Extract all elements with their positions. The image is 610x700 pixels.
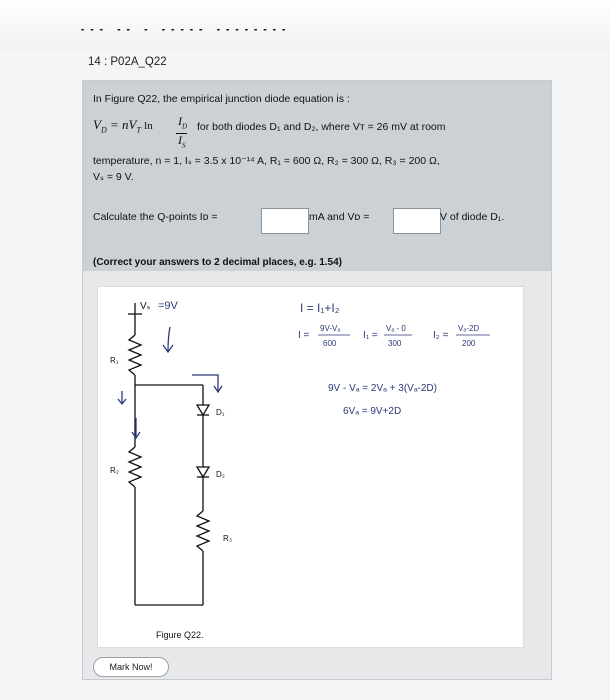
vd-answer-input[interactable]	[393, 208, 441, 234]
diode-equation: $V_D = nV_T$ ln	[93, 117, 153, 135]
hand-eq-simplified: 6Vₐ = 9V+2D	[343, 406, 402, 417]
calc-prefix: Calculate the Q-points Iᴅ =	[93, 211, 218, 223]
question-source-voltage: Vₛ = 9 V.	[93, 171, 134, 183]
d1-diode	[197, 405, 209, 415]
d2-label: D₂	[216, 470, 225, 479]
equation-numerator: $I_D$	[178, 114, 188, 131]
hand-eq-i1-lhs: I₁ =	[363, 330, 378, 341]
question-text-area	[83, 81, 551, 271]
question-panel	[82, 80, 552, 680]
question-parameters: temperature, n = 1, Iₛ = 3.5 x 10⁻¹⁴ A, R₁ = 600 Ω, R₂ = 300 Ω, R₃ = 200 Ω,	[93, 155, 440, 167]
mark-now-button[interactable]: Mark Now!	[93, 657, 169, 677]
hand-eq-total-current: I = I₁+I₂	[300, 301, 340, 315]
question-conditions: for both diodes D₁ and D₂, where Vᴛ = 26 mV at room	[197, 121, 446, 133]
r3-label: R₃	[223, 534, 233, 543]
hand-eq-kcl: 9V - Vₐ = 2Vₐ + 3(Vₐ-2D)	[328, 383, 437, 394]
vs-label: Vₛ	[140, 301, 151, 312]
r3-resistor	[197, 511, 209, 551]
r1-resistor	[129, 335, 141, 375]
calc-mid: mA and Vᴅ =	[309, 211, 370, 223]
r1-label: R₁	[110, 356, 119, 365]
current-arrow-3	[132, 418, 140, 438]
cropped-title: ··· ·· · ····· ········	[80, 24, 291, 36]
hand-eq-i-den: 600	[323, 339, 337, 348]
calc-suffix: V of diode D₁.	[440, 211, 505, 223]
equation-denominator: $I_S$	[178, 133, 186, 150]
id-answer-input[interactable]	[261, 208, 309, 234]
hand-eq-i-num: 9V-Vₐ	[320, 324, 341, 333]
cropped-header	[0, 0, 610, 50]
hand-eq-i2-lhs: I₂ =	[433, 330, 449, 341]
hand-eq-i2-num: Vₐ-2D	[458, 324, 480, 333]
circuit-diagram	[98, 287, 523, 647]
current-arrow-4	[192, 375, 222, 392]
circuit-figure	[97, 286, 524, 648]
hand-eq-i2-den: 200	[462, 339, 476, 348]
current-arrow-2	[118, 391, 126, 404]
hand-eq-i1-den: 300	[388, 339, 402, 348]
vs-handwritten-value: =9V	[158, 300, 178, 312]
r2-resistor	[129, 447, 141, 487]
current-arrow-1	[163, 327, 173, 352]
hand-eq-i1-num: Vₐ - 0	[386, 324, 406, 333]
question-intro: In Figure Q22, the empirical junction diode equation is :	[93, 93, 350, 105]
hand-eq-i-lhs: I =	[298, 330, 310, 341]
d2-diode	[197, 467, 209, 477]
rounding-note: (Correct your answers to 2 decimal places, e.g. 1.54)	[93, 257, 342, 268]
figure-caption: Figure Q22.	[156, 630, 204, 640]
question-id: 14 : P02A_Q22	[88, 56, 167, 68]
d1-label: D₁	[216, 408, 225, 417]
r2-label: R₂	[110, 466, 119, 475]
